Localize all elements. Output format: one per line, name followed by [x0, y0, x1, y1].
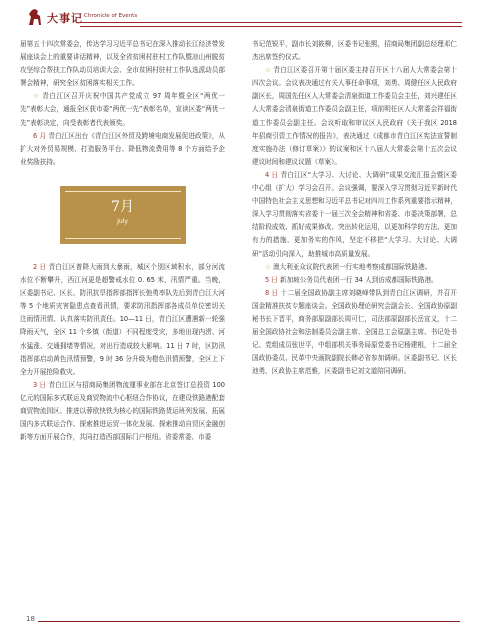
date-label: 5 日 — [265, 275, 278, 284]
header-title: 大事记 — [47, 12, 83, 25]
left-column — [20, 38, 225, 444]
header-subtitle: Chronicle of Events — [84, 13, 138, 19]
month-title: 7月 — [111, 198, 134, 215]
star-marker-icon: ☆ — [265, 66, 272, 75]
paragraph-text: 青白江区委召开第十届区委主持召开区十八届人大常委会第十四次会议。会议表决通过有关人事任命事项，刘勇、周健任区人民政府副区长，周国先任区人大常委会清泉街道工作委员会主任，刘兴建任区人大常委会清泉街道工作委员会副主任，项前明任区人大常委会祥福街道工作委员会副主任。会议听取和审议区人民政府《关于我区 2018 年招商引资工作情况的报告》，表决通过《成都市青白江区宪法宣誓制度实施办法（修订草案）》的议案和区十八届人大常委会第十五次会议建议时间和建议议题（草案）。 — [252, 66, 457, 166]
paragraph-text: 青白江区出台《青白江区外贸及跨境电商发展促进政策》，从扩大对外贸易规模、打造服务平台、降低物流费用等 8 个方面给予企业奖励扶持。 — [20, 131, 225, 166]
paragraph: 书记范锐平，副市长刘筱柳，区委书记张熙，招商局集团副总经理邓仁杰出席签约仪式。 — [252, 40, 457, 62]
paragraph — [20, 261, 225, 379]
paragraph-text: 青白江区“大学习、大讨论、大调研”成果交流汇报会暨区委中心组（扩大）学习会召开。会议强调，要深入学习贯彻习近平新时代中国特色社会主义思想和习近平总书记对四川工作系列重要指示精神，深入学习贯彻落实省委十一届三次全会精神和省委、市委决策部署，总结阶段成效、抓好成果修改、突出转化运用，以更加科学的方法、更加有力的措施、更加务实的作风，坚定不移把“大学习、大讨论、大调研”活动引向深入，助推城市高质量发展。 — [252, 170, 457, 258]
paragraph — [252, 64, 457, 169]
paragraph — [252, 274, 457, 287]
paragraph — [252, 287, 457, 379]
right-column — [252, 38, 457, 378]
paragraph-text: 澳大利亚众议院代表团一行实地考察成都国际铁路港。 — [270, 262, 432, 271]
star-marker-icon: ☆ — [33, 92, 40, 101]
date-label: 4 日 — [265, 170, 279, 179]
paragraph-text: 新加坡公务员代表团一行 34 人到访成都国际铁路港。 — [277, 275, 438, 284]
page-header — [0, 0, 480, 34]
paragraph — [252, 261, 457, 274]
paragraph-text: 十二届全国政协副主席刘晓峰带队到青白江区调研，并召开国金精准扶贫专题座谈会。全国政协理论研究会副会长、全国政协原副秘书长下晋平，商务部原副部长周可仁，司法部原副部长岳宣义，十二届全国政协社会和法制委员会副主席、全国总工会原副主席、书记处书记、党组成员张世平，中组部机关事务局原党委书记杨建根，十二届全国政协委员、民革中央画院副院长韩必省参加调研。区委副书记、区长池勇，区政协主席范雅，区委副书记刘文道陪同调研。 — [252, 288, 457, 376]
date-label: 6 月 — [33, 131, 47, 140]
month-subtitle: July — [117, 217, 128, 225]
header-divider — [80, 22, 462, 27]
paragraph — [20, 379, 225, 444]
paragraph — [20, 90, 225, 129]
footer-divider — [38, 621, 460, 622]
paragraph — [20, 130, 225, 169]
paragraph — [252, 169, 457, 261]
date-label: 3 日 — [33, 380, 47, 389]
paragraph-text: 青白江区与招商局集团物流運事业部在北京签订总投资 100 亿元的国际多式联运及商贸物流中心枢纽合作协议，在建设铁路港配套商贸物流园区、推进以蓉欧快铁为核心的国际铁路货运班列发展、拓展国内多式联运合作、探索推进运贸一体化发展、探索推动自贸区金融创新等方面开展合作，共同打造西部国际门户枢纽。省委常委、市委 — [20, 380, 226, 442]
paragraph-text: 青白江区召开庆祝中国共产党成立 97 周年暨全区“两优一先”表彰大会，通报全区获市委“两优一先”表彰名单，宣读区委“两优一先”表彰决定，向受表彰者代表颁奖。 — [20, 92, 226, 127]
date-label: 8 日 — [265, 288, 279, 297]
paragraph: 届第五十四次常委会，传达学习习近平总书记在深入推动长江经济带发展座谈会上的重要讲话精神，以及全省贫困村驻村工作队暨凉山州脱贫攻坚综合帮扶工作队动员培训大会、全市贫困村驻村工作队选派动员部署会精神，研究全区贫困落实相关工作。 — [20, 40, 225, 88]
star-marker-icon: ☆ — [265, 262, 271, 271]
date-label: 2 日 — [33, 262, 47, 271]
month-banner — [60, 186, 186, 244]
horse-emblem-icon — [26, 7, 44, 27]
page-number: 18 — [26, 615, 35, 623]
paragraph-text: 青白江区普降大雨到大暴雨，城区个别区域积水，部分河流水位不断攀升，西江河更是超警戒水位 0. 65 米，汛情严重。当晚，区委副书记、区长、防汛抗旱指挥部指挥长弛勇率队先后到青白江大河等 5 个地质灾害隐患点查看汛情，要求防汛指挥部各成员单位密切关注雨情汛情、认真落实防汛责任。10—11 日，青白江区遭遇新一轮强降雨天气，全区 11 个乡镇（街道）不同程度受灾，多地出现内涝、河水猛涨、交通拥堵等情况，对出行造成较大影响。11 日 7 时，区防汛指挥部启动黄色汛情预警，9 时 36 分升级为橙色汛情预警，全区上下全力开展抢险救灾。 — [20, 262, 225, 376]
